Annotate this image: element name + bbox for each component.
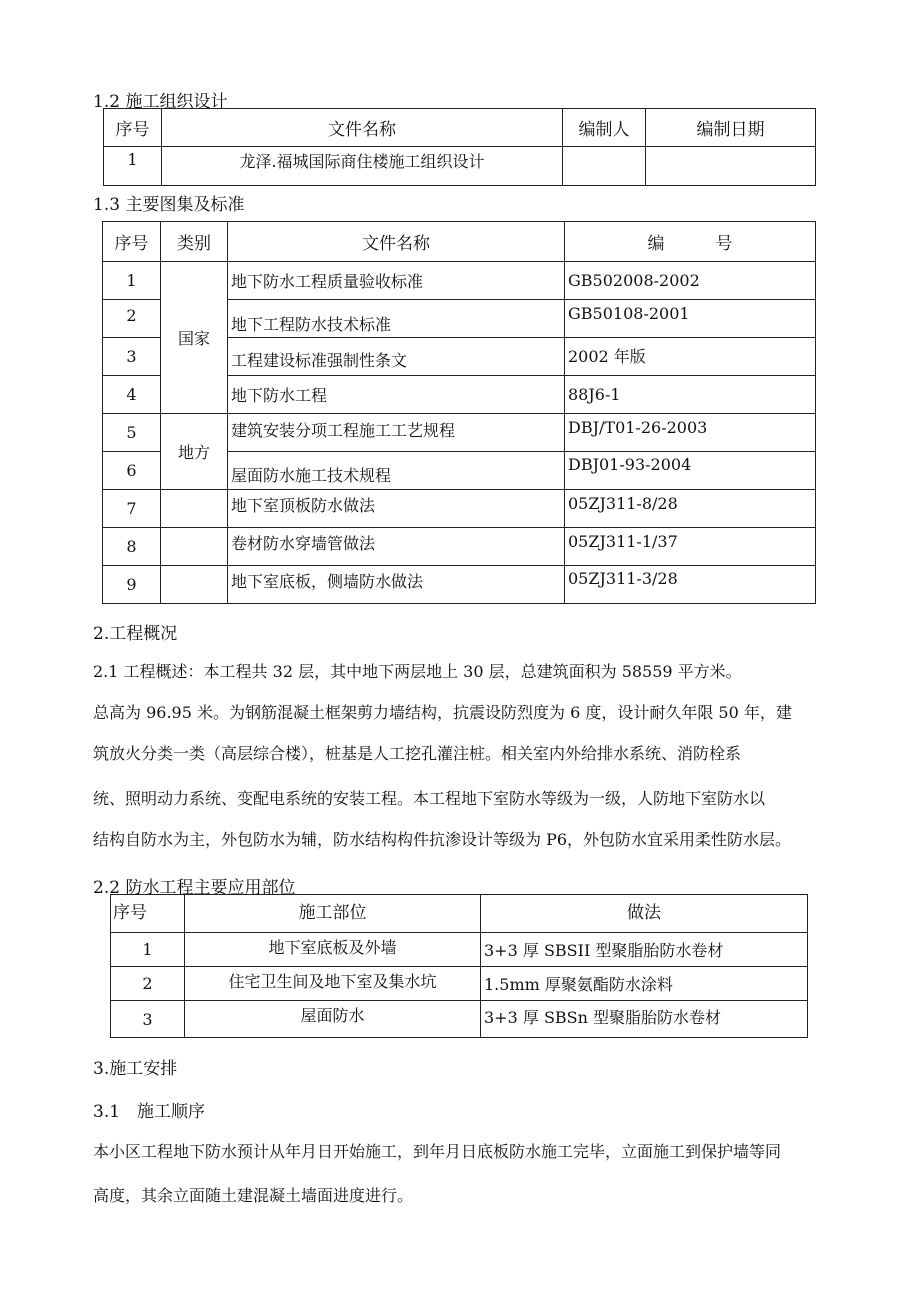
cell-code: 05ZJ311-1/37 bbox=[565, 528, 816, 566]
organization-design-table bbox=[103, 108, 816, 186]
cell-no: 6 bbox=[103, 452, 161, 490]
cell-no: 8 bbox=[103, 528, 161, 566]
section-3-1-heading: 3.1 施工顺序 bbox=[93, 1102, 206, 1122]
table-row bbox=[111, 1001, 808, 1038]
cell-category-local: 地方 bbox=[161, 414, 228, 490]
cell-author bbox=[563, 147, 646, 186]
cell-no: 3 bbox=[111, 1001, 185, 1038]
section-1-2-heading: 1.2 施工组织设计 bbox=[93, 92, 228, 112]
table-row bbox=[111, 967, 808, 1001]
cell-no: 3 bbox=[103, 338, 161, 376]
section-2-heading: 2.工程概况 bbox=[93, 624, 178, 644]
section-2-1-heading: 2.1 工程概述： bbox=[93, 662, 204, 681]
cell-method: 3+3 厚 SBSII 型聚脂胎防水卷材 bbox=[481, 933, 808, 967]
header-category: 类别 bbox=[161, 222, 228, 262]
header-code: 编 号 bbox=[565, 222, 816, 262]
cell-no: 1 bbox=[111, 933, 185, 967]
table-header-row bbox=[103, 222, 816, 262]
cell-no: 4 bbox=[103, 376, 161, 414]
cell-part: 住宅卫生间及地下室及集水坑 bbox=[185, 967, 481, 1001]
header-author: 编制人 bbox=[563, 109, 646, 147]
header-no: 序号 bbox=[111, 895, 185, 933]
cell-method: 1.5mm 厚聚氨酯防水涂料 bbox=[481, 967, 808, 1001]
table-row bbox=[103, 414, 816, 452]
table-row bbox=[103, 566, 816, 604]
cell-file-name: 地下防水工程 bbox=[228, 376, 565, 414]
table-header-row bbox=[104, 109, 816, 147]
cell-category-empty bbox=[161, 566, 228, 604]
cell-file-name: 工程建设标准强制性条文 bbox=[228, 338, 565, 376]
cell-code: GB502008-2002 bbox=[565, 262, 816, 300]
overview-line-3: 筑放火分类一类（高层综合楼），桩基是人工挖孔灌注桩。相关室内外给排水系统、消防栓系 bbox=[93, 744, 742, 763]
cell-no: 1 bbox=[103, 262, 161, 300]
waterproof-application-table bbox=[110, 894, 808, 1038]
cell-file-name: 地下室底板，侧墙防水做法 bbox=[228, 566, 565, 604]
header-date: 编制日期 bbox=[646, 109, 816, 147]
cell-code: DBJ/T01-26-2003 bbox=[565, 414, 816, 452]
cell-file-name: 地下防水工程质量验收标准 bbox=[228, 262, 565, 300]
cell-code: 88J6-1 bbox=[565, 376, 816, 414]
cell-code: 2002 年版 bbox=[565, 338, 816, 376]
table-row bbox=[111, 933, 808, 967]
cell-code: 05ZJ311-8/28 bbox=[565, 490, 816, 528]
cell-part: 地下室底板及外墙 bbox=[185, 933, 481, 967]
cell-file-name: 地下工程防水技术标准 bbox=[228, 300, 565, 338]
table-row bbox=[103, 262, 816, 300]
section-3-heading: 3.施工安排 bbox=[93, 1059, 178, 1079]
cell-part: 屋面防水 bbox=[185, 1001, 481, 1038]
cell-no: 5 bbox=[103, 414, 161, 452]
cell-file-name: 卷材防水穿墙管做法 bbox=[228, 528, 565, 566]
header-part: 施工部位 bbox=[185, 895, 481, 933]
cell-file-name: 建筑安装分项工程施工工艺规程 bbox=[228, 414, 565, 452]
header-file-name: 文件名称 bbox=[162, 109, 563, 147]
cell-code: DBJ01-93-2004 bbox=[565, 452, 816, 490]
header-method: 做法 bbox=[481, 895, 808, 933]
cell-file-name: 龙泽.福城国际商住楼施工组织设计 bbox=[162, 147, 563, 186]
cell-code: GB50108-2001 bbox=[565, 300, 816, 338]
table-header-row bbox=[111, 895, 808, 933]
overview-line-2: 总高为 96.95 米。为钢筋混凝土框架剪力墙结构，抗震设防烈度为 6 度，设计耐久年限 50 年，建 bbox=[93, 703, 792, 722]
section-2-2-heading: 2.2 防水工程主要应用部位 bbox=[93, 878, 296, 898]
sequence-line-2: 高度，其余立面随土建混凝土墙面进度进行。 bbox=[93, 1186, 414, 1205]
cell-file-name: 屋面防水施工技术规程 bbox=[228, 452, 565, 490]
table-row bbox=[103, 528, 816, 566]
cell-no: 2 bbox=[103, 300, 161, 338]
sequence-line-1: 本小区工程地下防水预计从年月日开始施工，到年月日底板防水施工完毕，立面施工到保护墙等同 bbox=[93, 1142, 782, 1161]
cell-no: 9 bbox=[103, 566, 161, 604]
overview-text: 本工程共 32 层，其中地下两层地上 30 层，总建筑面积为 58559 平方米。 bbox=[203, 662, 742, 681]
cell-category-empty bbox=[161, 528, 228, 566]
cell-no: 1 bbox=[104, 147, 162, 186]
table-row bbox=[104, 147, 816, 186]
overview-line-5: 结构自防水为主，外包防水为辅，防水结构构件抗渗设计等级为 P6，外包防水宜采用柔性防水层。 bbox=[93, 830, 792, 849]
cell-category-national: 国家 bbox=[161, 262, 228, 414]
cell-file-name: 地下室顶板防水做法 bbox=[228, 490, 565, 528]
cell-method: 3+3 厚 SBSn 型聚脂胎防水卷材 bbox=[481, 1001, 808, 1038]
cell-date bbox=[646, 147, 816, 186]
standards-table bbox=[102, 221, 816, 604]
cell-no: 7 bbox=[103, 490, 161, 528]
cell-code: 05ZJ311-3/28 bbox=[565, 566, 816, 604]
cell-category-empty bbox=[161, 490, 228, 528]
header-no: 序号 bbox=[103, 222, 161, 262]
overview-line-1 bbox=[93, 659, 742, 682]
section-1-3-heading: 1.3 主要图集及标准 bbox=[93, 195, 245, 215]
table-row bbox=[103, 490, 816, 528]
overview-line-4: 统、照明动力系统、变配电系统的安装工程。本工程地下室防水等级为一级，人防地下室防水以 bbox=[93, 789, 766, 808]
header-file-name: 文件名称 bbox=[228, 222, 565, 262]
header-no: 序号 bbox=[104, 109, 162, 147]
cell-no: 2 bbox=[111, 967, 185, 1001]
